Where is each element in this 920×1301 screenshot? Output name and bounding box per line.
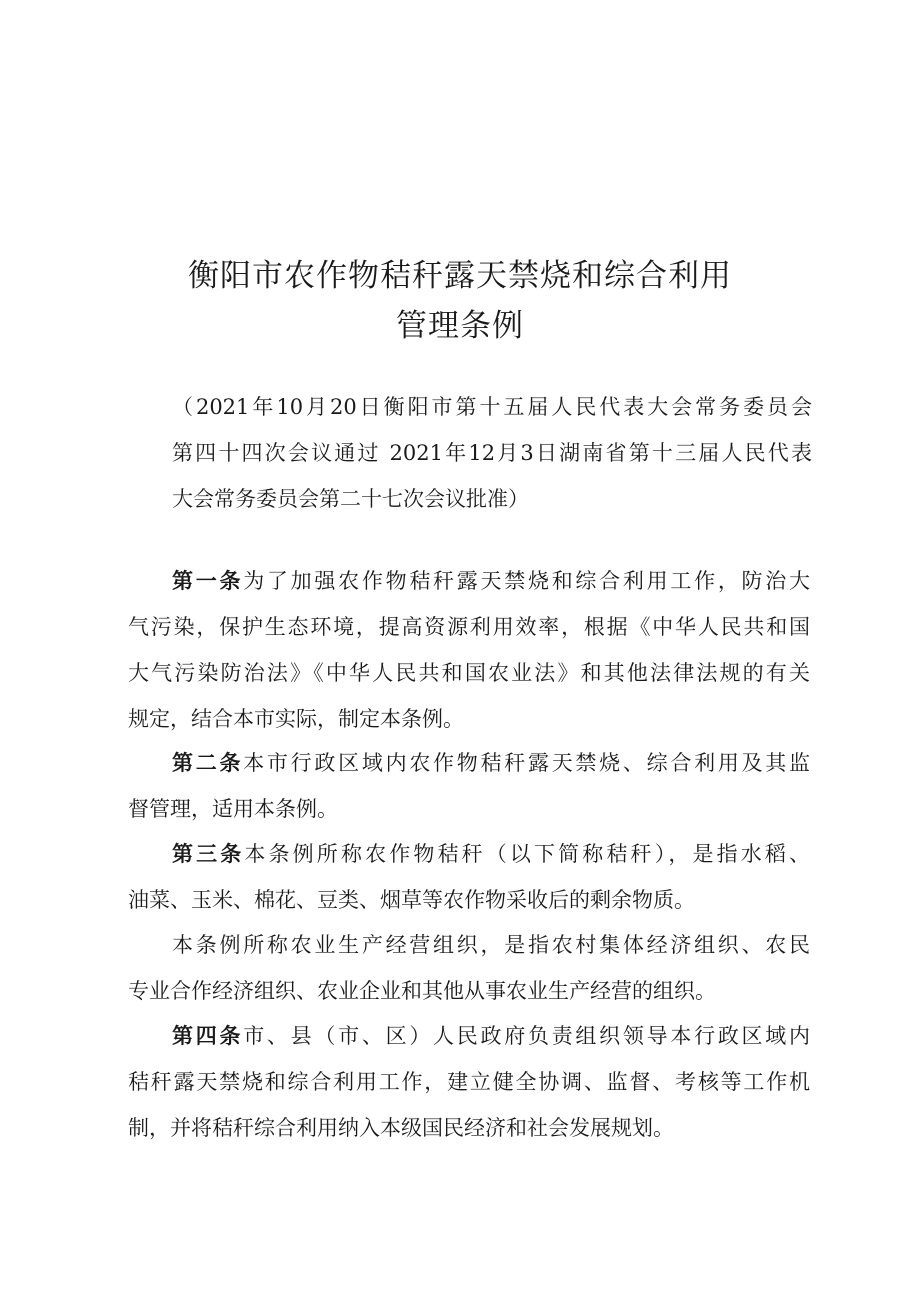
article-2-line: 督管理，适用本条例。 — [128, 797, 338, 821]
article-2 — [128, 740, 810, 832]
article-3-paragraph-2-line: 专业合作经济组织、农业企业和其他从事农业生产经营的组织。 — [128, 979, 716, 1003]
adoption-note-line: 第四十四次会议通过 2021年12月3日湖南省第十三届人民代表 — [172, 441, 812, 465]
article-4-line: 秸秆露天禁烧和综合利用工作，建立健全协调、监督、考核等工作机 — [128, 1070, 810, 1094]
adoption-note-line: 大会常务委员会第二十七次会议批准） — [172, 487, 529, 511]
article-1-label: 第一条 — [172, 569, 244, 593]
article-3-paragraph-2-line: 本条例所称农业生产经营组织，是指农村集体经济组织、农民 — [172, 933, 810, 957]
adoption-note — [172, 384, 812, 522]
article-1-line — [128, 558, 810, 604]
article-1-line: 大气污染防治法》《中华人民共和国农业法》和其他法律法规的有关 — [128, 661, 810, 685]
article-1-line: 规定，结合本市实际，制定本条例。 — [128, 707, 464, 731]
article-1-text: 为了加强农作物秸秆露天禁烧和综合利用工作，防治大 — [243, 569, 811, 593]
adoption-note-line: （2021年10月20日衡阳市第十五届人民代表大会常务委员会 — [172, 395, 812, 419]
article-2-text: 本市行政区域内农作物秸秆露天禁烧、综合利用及其监 — [243, 751, 811, 775]
article-4-text: 市、县（市、区）人民政府负责组织领导本行政区域内 — [243, 1024, 811, 1048]
article-3-line: 油菜、玉米、棉花、豆类、烟草等农作物采收后的剩余物质。 — [128, 888, 695, 912]
article-3 — [128, 831, 810, 923]
document-title-line2: 管理条例 — [396, 308, 524, 344]
article-1-line: 气污染，保护生态环境，提高资源利用效率，根据《中华人民共和国 — [128, 615, 810, 639]
article-3-paragraph-2 — [128, 922, 810, 1014]
article-4 — [128, 1013, 810, 1151]
article-2-label: 第二条 — [172, 751, 244, 775]
article-4-label: 第四条 — [172, 1024, 244, 1048]
document-title-line1: 衡阳市农作物秸秆露天禁烧和综合利用 — [188, 258, 732, 294]
article-1 — [128, 558, 810, 742]
article-4-line: 制，并将秸秆综合利用纳入本级国民经济和社会发展规划。 — [128, 1116, 674, 1140]
article-3-text: 本条例所称农作物秸秆（以下简称秸秆），是指水稻、 — [244, 842, 811, 866]
article-3-line — [128, 831, 810, 877]
article-3-label: 第三条 — [172, 842, 245, 866]
article-4-line — [128, 1013, 810, 1059]
article-2-line — [128, 740, 810, 786]
